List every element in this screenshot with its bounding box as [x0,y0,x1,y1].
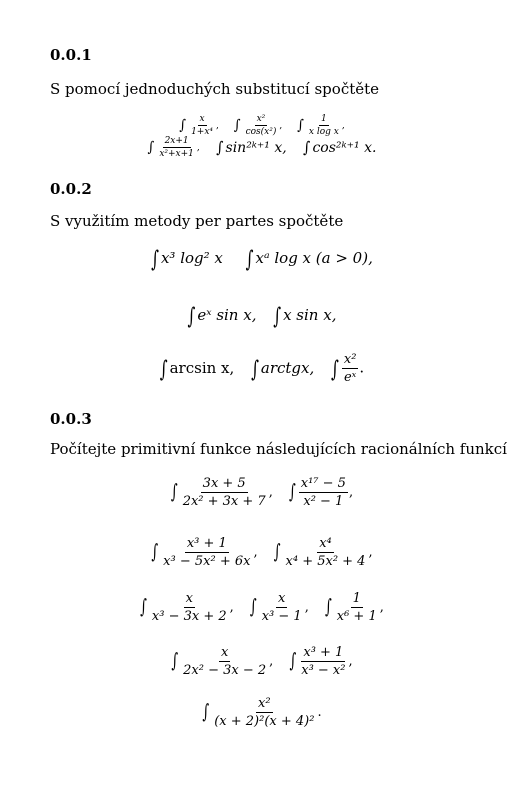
integral: ∫ $\frac{\text{x⁴}}{\text{x⁴ + 5x² + 4}}$ , [273,536,373,569]
integral: ∫ arctgx, [251,355,315,383]
formula-line [0,352,524,385]
integral: ∫ $\frac{x}{\text{x³ − 3x + 2}}$ , [140,591,234,624]
integral: ∫ eˣ sin x, [187,302,257,329]
integral: ∫ $\frac{2x+1}{\text{x²+x+1}}$ , [147,136,200,159]
integral: ∫ $\frac{x}{\text{x³ − 1}}$ , [249,591,309,624]
integral: ∫ cos²ᵏ⁺¹ x. [303,138,377,157]
integral: ∫ sin²ᵏ⁺¹ x, [216,138,287,157]
integral: ∫ $\frac{1}{\text{x⁶ + 1}}$ , [324,591,384,624]
formula-line [0,476,524,509]
integral: ∫ $\frac{\text{x²}}{\text{(x + 2)²(x + 4)²}}$ . [202,696,322,729]
integral: ∫ xᵃ log x (a > 0), [245,245,373,272]
integral: ∫ arcsin x, [159,355,235,383]
formula-line [0,245,524,272]
integral: ∫ $\frac{1}{\text{x log x}}$ , [297,114,345,137]
section-number: 0.0.3 [50,410,92,428]
integral: ∫ $\frac{\text{x³ + 1}}{\text{x³ − x²}}$ , [289,645,353,678]
integral: ∫ $\frac{3x + 5}{\text{2x² + 3x + 7}}$ , [170,476,273,509]
integral: ∫ $\frac{\text{x³ + 1}}{\text{x³ − 5x² + 6x}}$ , [151,536,258,569]
integral: ∫ $\frac{\text{x²}}{\text{eˣ}}$ . [331,352,365,385]
integral: ∫ $\frac{x}{\text{2x² − 3x − 2}}$ , [171,645,274,678]
formula-line [0,302,524,329]
integral: ∫ x sin x, [273,302,337,329]
formula-line [0,536,524,569]
formula-line [0,696,524,729]
integral: ∫ $\frac{x}{\text{1+x⁴}}$ , [179,114,219,137]
formula-line [0,114,524,137]
section-intro: Počítejte primitivní funkce následujících racionálních funkcí [50,440,507,458]
integral: ∫ x³ log² x [151,245,223,272]
formula-line [0,591,524,624]
section-number: 0.0.1 [50,46,92,64]
integral: ∫ $\frac{\text{x¹⁷ − 5}}{\text{x² − 1}}$ , [288,476,354,509]
formula-line [0,136,524,159]
section-number: 0.0.2 [50,180,92,198]
section-intro: S pomocí jednoduchých substitucí spočtěte [50,80,380,98]
formula-line [0,645,524,678]
section-intro: S využitím metody per partes spočtěte [50,212,344,230]
integral: ∫ $\frac{\text{x²}}{\text{cos(x²)}}$ , [233,114,283,137]
